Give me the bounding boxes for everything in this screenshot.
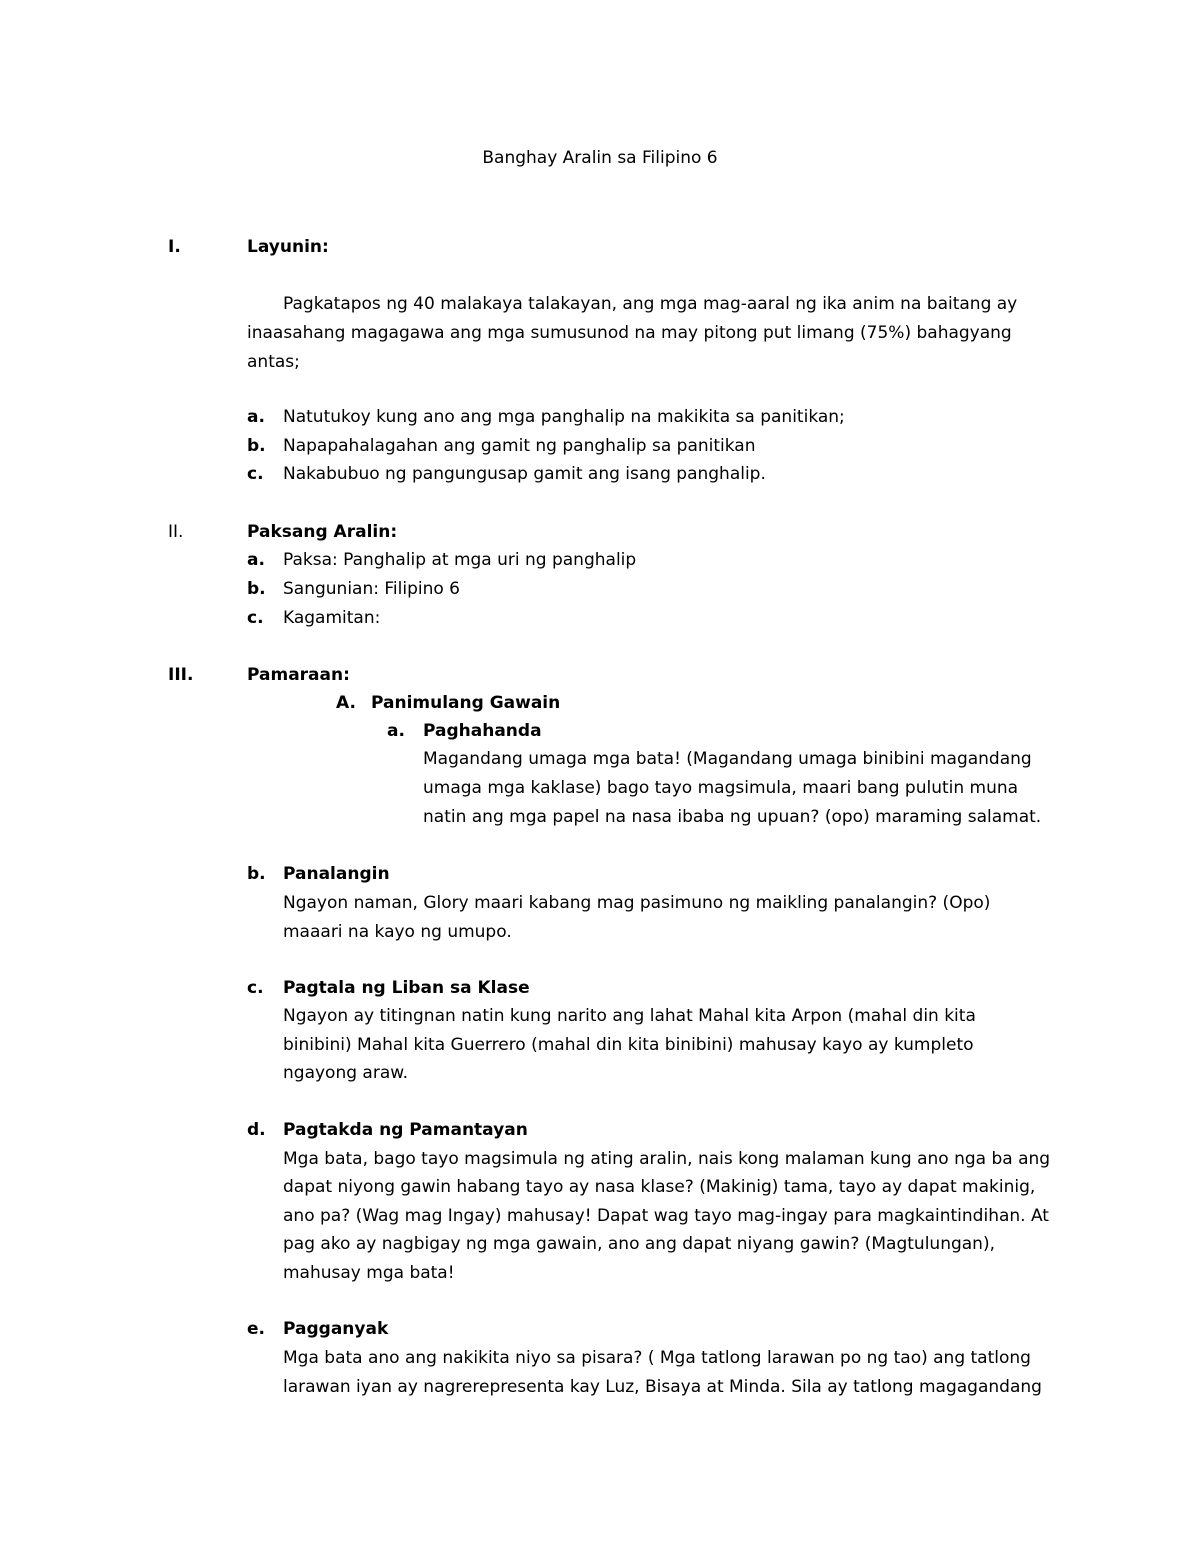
paghahanda-marker: a. <box>387 721 405 741</box>
step-line: Mga bata ano ang nakikita niyo sa pisara? ( Mga tatlong larawan po ng tao) ang tatlong <box>283 1348 1031 1368</box>
step-line: Ngayon ay titingnan natin kung narito ang lahat Mahal kita Arpon (mahal din kita <box>283 1006 976 1026</box>
step-heading: Pagtakda ng Pamantayan <box>283 1120 528 1140</box>
objective-item: Nakabubuo ng pangungusap gamit ang isang panghalip. <box>283 464 766 484</box>
step-line: ano pa? (Wag mag Ingay) mahusay! Dapat wag tayo mag-ingay para magkaintindihan. At <box>283 1206 1049 1226</box>
step-heading: Panalangin <box>283 864 390 884</box>
topic-item: Paksa: Panghalip at mga uri ng panghalip <box>283 550 637 570</box>
step-heading: Pagtala ng Liban sa Klase <box>283 978 530 998</box>
step-line: Mga bata, bago tayo magsimula ng ating aralin, nais kong malaman kung ano nga ba ang <box>283 1149 1051 1169</box>
paghahanda-heading: Paghahanda <box>423 721 542 741</box>
paghahanda-line: natin ang mga papel na nasa ibaba ng upuan? (opo) maraming salamat. <box>423 807 1042 827</box>
section-2-numeral: II. <box>168 522 184 542</box>
objective-marker: b. <box>247 436 266 456</box>
section-2-heading: Paksang Aralin: <box>247 522 398 542</box>
step-line: larawan iyan ay nagrerepresenta kay Luz, Bisaya at Minda. Sila ay tatlong magagandang <box>283 1377 1042 1397</box>
topic-marker: a. <box>247 550 265 570</box>
subsection-heading: Panimulang Gawain <box>371 693 561 713</box>
step-marker: b. <box>247 864 266 884</box>
objective-marker: c. <box>247 464 264 484</box>
topic-marker: b. <box>247 579 266 599</box>
step-line: pag ako ay nagbigay ng mga gawain, ano ang dapat niyang gawin? (Magtulungan), <box>283 1234 995 1254</box>
step-line: binibini) Mahal kita Guerrero (mahal din kita binibini) mahusay kayo ay kumpleto <box>283 1035 974 1055</box>
step-line: ngayong araw. <box>283 1063 408 1083</box>
section-1-intro-line: Pagkatapos ng 40 malakaya talakayan, ang mga mag-aaral ng ika anim na baitang ay <box>283 294 1018 314</box>
step-marker: e. <box>247 1319 265 1339</box>
step-line: maaari na kayo ng umupo. <box>283 922 512 942</box>
topic-item: Kagamitan: <box>283 608 381 628</box>
objective-item: Natutukoy kung ano ang mga panghalip na makikita sa panitikan; <box>283 407 845 427</box>
topic-item: Sangunian: Filipino 6 <box>283 579 460 599</box>
section-1-heading: Layunin: <box>247 237 329 257</box>
step-heading: Pagganyak <box>283 1319 389 1339</box>
section-3-numeral: III. <box>168 665 194 685</box>
step-line: dapat niyong gawin habang tayo ay nasa klase? (Makinig) tama, tayo ay dapat makinig, <box>283 1177 1036 1197</box>
objective-item: Napapahalagahan ang gamit ng panghalip sa panitikan <box>283 436 756 456</box>
section-3-heading: Pamaraan: <box>247 665 350 685</box>
section-1-intro-line: inaasahang magagawa ang mga sumusunod na may pitong put limang (75%) bahagyang <box>247 323 1012 343</box>
document-title: Banghay Aralin sa Filipino 6 <box>482 148 718 168</box>
subsection-marker: A. <box>336 693 356 713</box>
step-line: mahusay mga bata! <box>283 1263 455 1283</box>
step-line: Ngayon naman, Glory maari kabang mag pasimuno ng maikling panalangin? (Opo) <box>283 893 991 913</box>
objective-marker: a. <box>247 407 265 427</box>
section-1-numeral: I. <box>168 237 181 257</box>
step-marker: d. <box>247 1120 266 1140</box>
step-marker: c. <box>247 978 264 998</box>
paghahanda-line: Magandang umaga mga bata! (Magandang umaga binibini magandang <box>423 749 1032 769</box>
section-1-intro-line: antas; <box>247 352 300 372</box>
topic-marker: c. <box>247 608 264 628</box>
paghahanda-line: umaga mga kaklase) bago tayo magsimula, maari bang pulutin muna <box>423 778 1019 798</box>
